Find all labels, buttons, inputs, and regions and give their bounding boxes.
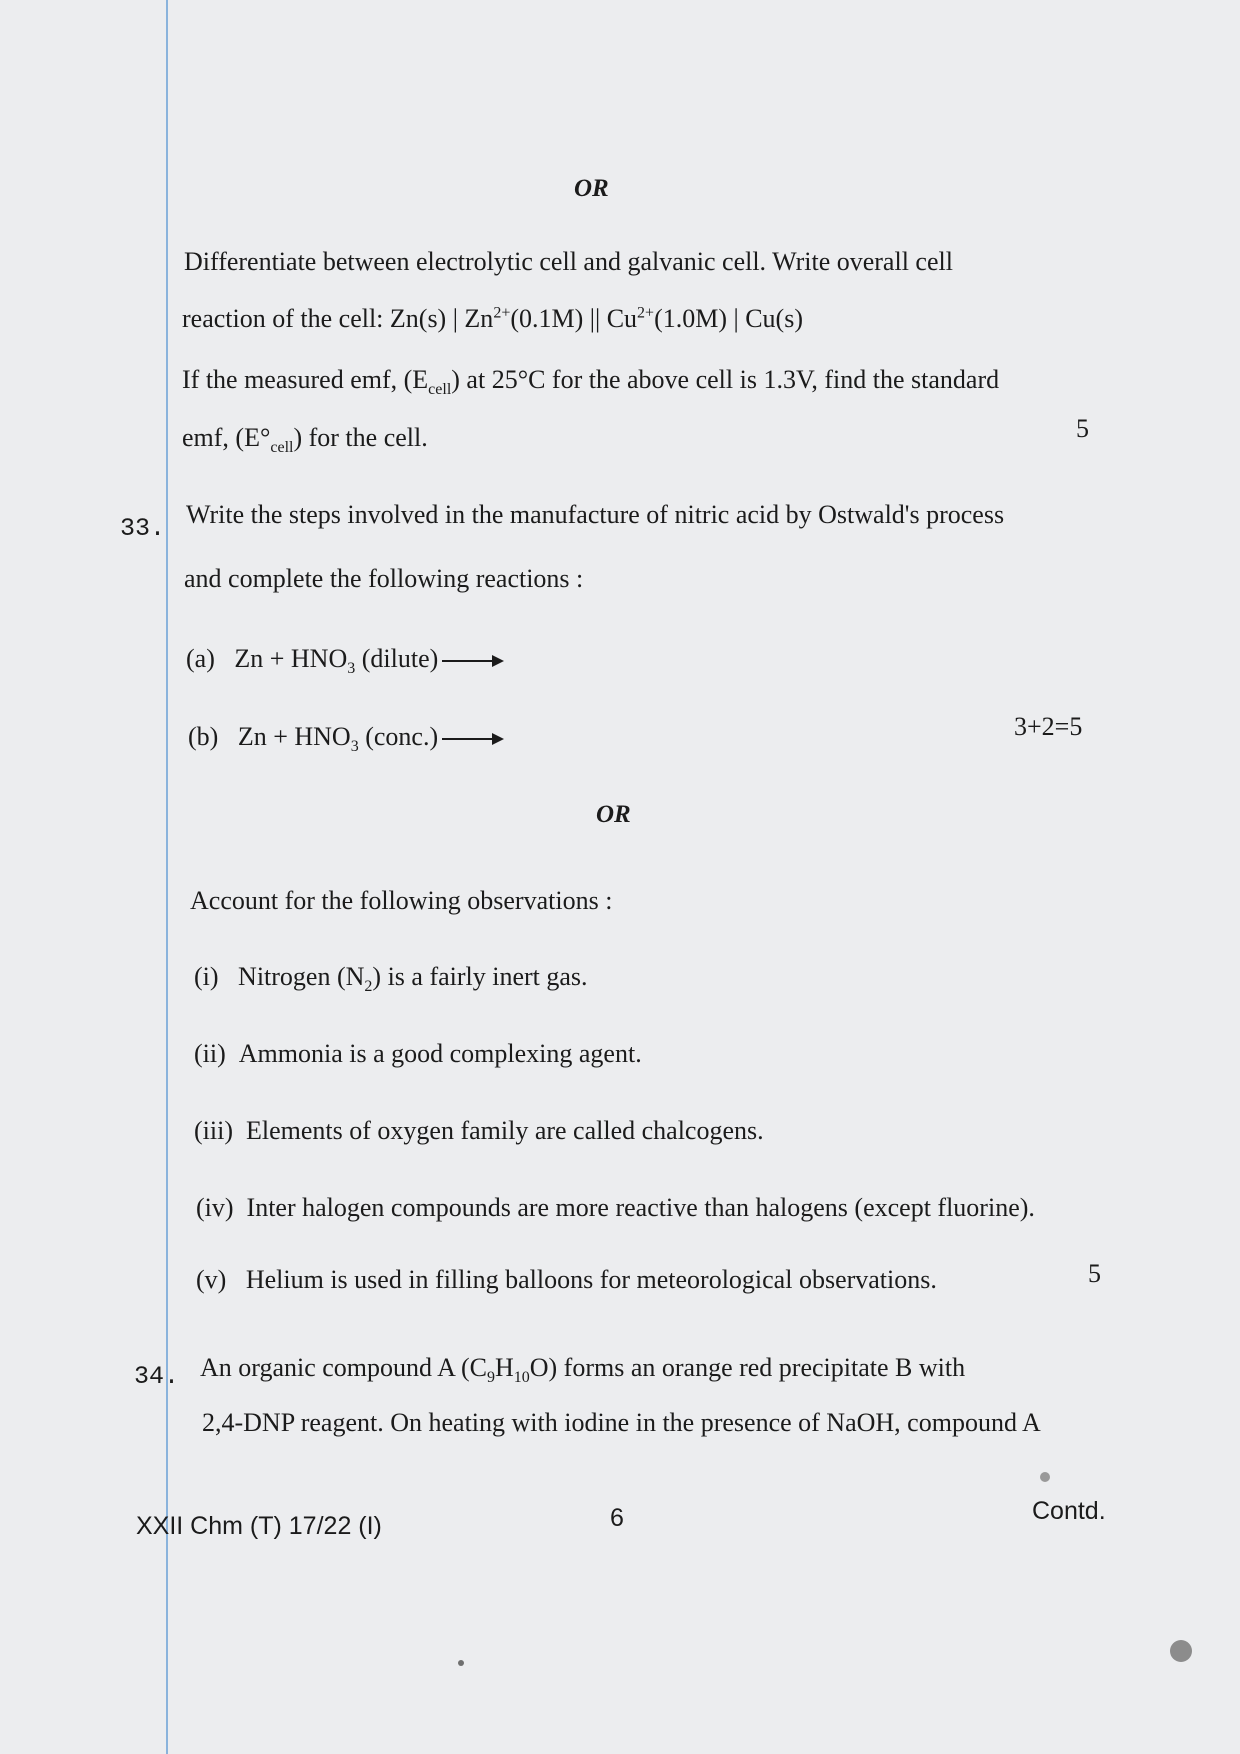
q33-line-2: and complete the following reactions : (184, 564, 584, 593)
q33-or-item-v: (v) Helium is used in filling balloons for meteorological observations. (196, 1265, 937, 1294)
q33-marks: 3+2=5 (1014, 712, 1083, 741)
q33-or-item-iii: (iii) Elements of oxygen family are called chalcogens. (194, 1116, 764, 1145)
continued-label: Contd. (1032, 1497, 1106, 1525)
q32-or-line-2: reaction of the cell: Zn(s) | $Zn^{2+}(0.1M)$ || $Cu^{2+}(1.0M)$ | Cu(s) (182, 304, 803, 333)
q32-marks: 5 (1076, 414, 1089, 443)
q33-or-item-ii: (ii) Ammonia is a good complexing agent. (194, 1039, 642, 1068)
q33-reaction-b: (b) $Zn + HNO_3$ (conc.) (188, 722, 502, 752)
page-number: 6 (610, 1504, 624, 1532)
q32-or-line-1: Differentiate between electrolytic cell and galvanic cell. Write overall cell (184, 247, 953, 276)
or-heading-1: OR (574, 175, 609, 202)
scan-speck (458, 1660, 464, 1666)
q32-or-line-4: emf, $(E^\circ_{cell})$ for the cell. (182, 423, 428, 457)
q33-line-1: Write the steps involved in the manufacture of nitric acid by Ostwald's process (186, 500, 1005, 529)
q33-reaction-a: (a) $Zn + HNO_3$ (dilute) (186, 644, 502, 674)
q33-or-item-i: (i) Nitrogen $(N_2)$ is a fairly inert gas. (194, 962, 588, 996)
reaction-arrow-icon (442, 738, 502, 740)
q33-or-intro: Account for the following observations : (190, 886, 613, 915)
reaction-arrow-icon (442, 660, 502, 662)
paper-code: XXII Chm (T) 17/22 (I) (136, 1512, 382, 1540)
q32-or-line-3: If the measured emf, $(E_{cell})$ at 25°C for the above cell is 1.3V, find the standard (182, 365, 1000, 399)
q34-line-1: An organic compound A $(C_9H_{10}O)$ forms an orange red precipitate B with (200, 1353, 966, 1387)
scan-speck (1040, 1472, 1050, 1482)
q33-or-marks: 5 (1088, 1259, 1101, 1288)
or-heading-2: OR (596, 801, 631, 828)
margin-rule (166, 0, 168, 1754)
scan-speck (1170, 1640, 1192, 1662)
q33-number: 33. (120, 514, 166, 543)
q33-or-item-iv: (iv) Inter halogen compounds are more reactive than halogens (except fluorine). (196, 1193, 1035, 1222)
q34-line-2: 2,4-DNP reagent. On heating with iodine in the presence of NaOH, compound A (202, 1408, 1041, 1437)
q34-number: 34. (134, 1362, 180, 1391)
